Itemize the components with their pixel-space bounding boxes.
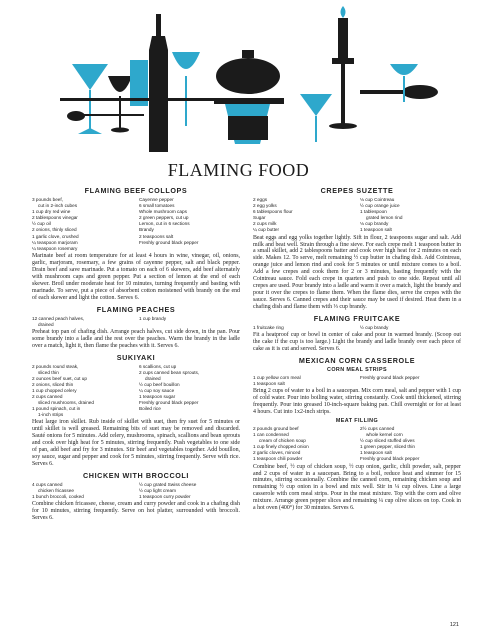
ingredient: ½ cup sliced stuffed olives (360, 438, 415, 444)
ingredient-list (32, 364, 240, 419)
ingredient: 1 teaspoon salt (360, 450, 392, 456)
ingredient-list (253, 197, 461, 234)
ingredient: 6 tablespoons flour (253, 209, 293, 215)
ingredient: 1 can condensed (253, 432, 289, 438)
ingredient: ½ cup light cream (139, 488, 176, 494)
ingredient: ½ cup grated Swiss cheese (139, 482, 197, 488)
ingredient: 1 green pepper, sliced thin (360, 444, 415, 450)
ingredient: Brandy (139, 227, 154, 233)
page-number: 121 (449, 622, 459, 628)
recipe-directions: Combine beef, ½ cup of chicken soup, ½ cup onion, garlic, chili powder, salt, pepper and 2 cups of water in a saucepan. Bring to a boil, reduce heat and simmer for 15 minutes, stirring occasionally. Combine the canned corn, remaining chicken soup and remaining ½ cup onion in a bowl and mix well. Stir in ¼ cup olives. Line a large casserole with corn meal strips. Pour in the meat mixture. Top with the corn and olive mixture. Arrange green pepper slices and remaining ¼ cup olive slices on top. Cook in a hot oven (400°) for 30 minutes. Serves 6. (253, 463, 461, 512)
ingredient-list (32, 316, 240, 328)
ingredient: 2 teaspoons salt (139, 233, 174, 239)
ingredient: 3 pounds beef, (32, 197, 64, 202)
ingredient: 1 teaspoon chili powder (253, 456, 303, 462)
ingredient: ¼ teaspoon marjoram (32, 239, 78, 245)
candlestick-icon (329, 6, 357, 129)
ingredient: 6 scallions, cut up (139, 363, 177, 369)
ingredient: sliced mushrooms, drained (38, 400, 95, 406)
ingredient: 1 teaspoon curry powder (139, 494, 191, 500)
ingredient: cream of chicken soup (259, 438, 306, 444)
recipe-title: MEXICAN CORN CASSEROLE (298, 356, 416, 365)
ingredient: ¼ cup soy sauce (139, 387, 175, 393)
ingredient: Freshly ground black pepper (139, 400, 199, 406)
ingredient (139, 246, 240, 252)
ingredient: 1 fruitcake ring (253, 325, 284, 331)
recipe-title: CHICKEN WITH BROCCOLI (82, 471, 190, 481)
ingredient: 1 tablespoon (360, 209, 387, 215)
ingredient: Lemon, cut in 6 sections (139, 221, 190, 227)
ingredient: cut in 2-inch cubes (38, 203, 78, 209)
recipe-directions: Marinate beef at room temperature for at least 4 hours in wine, vinegar, oil, onions, garlic, marjoram, rosemary, a few grains of cayenne pepper, salt and black pepper. Drain beef and save marinade. Put a tomato on each of 6 skewers, add beef alternately with mushroom caps and green pepper. Put a section of lemon at the end of each skewer. Broil under moderate heat for 10 minutes, turning frequently and basting with marinade. To serve, put a piece of absorbent cotton moistened with brandy on the end of each skewer and light the cotton. Serves 6. (32, 252, 240, 301)
ingredient: 2 pounds ground beef (253, 426, 299, 431)
ingredient: 2½ cups canned (360, 426, 395, 431)
ingredient: 1 cup yellow corn meal (253, 375, 301, 380)
ingredient: Freshly ground black pepper (360, 456, 420, 462)
skillet-icon (360, 85, 438, 99)
ingredient: ⅛ cup brandy (360, 221, 389, 227)
ingredient: 2 cups canned (32, 394, 63, 400)
chafing-dish-icon (214, 50, 284, 144)
ingredient-list (32, 197, 240, 252)
recipe-subtitle: CORN MEAL STRIPS (327, 367, 387, 373)
ingredient: ¼ teaspoon rosemary (32, 245, 78, 251)
recipe-directions: Combine chicken fricassee, cheese, cream and curry powder and cook in a chafing dish for 10 minutes, stirring frequently. Serve on hot platter, surrounded with broccoli. Serves 6. (32, 501, 240, 522)
tableware-illustration (20, 6, 460, 156)
ingredient: grated lemon rind (366, 215, 403, 221)
left-column (32, 183, 240, 524)
recipe-title: FLAMING FRUITCAKE (313, 314, 401, 324)
recipe-directions: Preheat top pan of chafing dish. Arrange peach halves, cut side down, in the pan. Pour some brandy into a ladle and the rest over the peaches. Warm the brandy in the ladle over a match, light it, then flame the peaches with it. Serves 6. (32, 328, 240, 349)
ingredient: 2 onions, sliced thin (32, 381, 74, 387)
ingredient: 2 onions, thinly sliced (32, 227, 77, 233)
recipe-title: SUKIYAKI (116, 352, 156, 362)
ingredient: 2 tablespoons vinegar (32, 215, 78, 221)
ingredient: ½ cup oil (32, 221, 51, 227)
ingredient: sliced thin (38, 369, 59, 375)
ingredient: 6 small tomatoes (139, 203, 175, 209)
ingredient: 1 pound spinach, cut in (32, 406, 81, 412)
ingredient-list (32, 482, 240, 500)
ingredient: drained (145, 375, 161, 381)
ingredient: 1 cup finely chopped onion (253, 444, 309, 450)
recipe-title: CREPES SUZETTE (320, 186, 394, 195)
recipe-directions: Heat large iron skillet. Rub inside of skillet with suet, then fry suet for 5 minutes or until skillet is well greased. Remaining bits of suet may be removed and discarded. Sauté onions for 5 minutes. Add celery, mushrooms, spinach, scallions and bean sprouts and cook over high heat for 5 minutes, stirring frequently. Push vegetables to one side of pan, add beef and fry for 3 minutes. Stir beef and vegetables together. Add bouillon, soy sauce, sugar and pepper and cook for 5 minutes, stirring frequently. Serve with rice. Serves 6. (32, 419, 240, 468)
ingredient: 12 canned peach halves, (32, 315, 85, 321)
recipe-directions: Beat eggs and egg yolks together lightly. Sift in flour, 2 teaspoons sugar and salt. Add milk and beat well. Strain through a fine sieve. For each crepe melt 1 teaspoon butter in a small skillet, add 2 tablespoons batter and cook over high heat for 2 minutes on each side. Makes 12. To serve, melt remaining ½ cup butter in chafing dish. Add Cointreau, orange juice and lemon rind and cook for 5 minutes or until mixture comes to a boil. Add a few crepes and cook them for 2 or 3 minutes, basting frequently with the Cointreau sauce. Fold each crepe in quarters and push to one side. Repeat until all crepes are used. Pour brandy into a ladle and warm it over a match, light the brandy and pour it over the crepes to flame them. When the flame dies, serve the crepes with the sauce. Serves 6. Canned crepes and their sauce may be used if desired. Heat them in a chafing dish and flame them with ⅓ cup brandy. (253, 234, 461, 311)
ingredient: 4 cups canned (32, 482, 63, 488)
ingredient: Sugar (253, 215, 266, 221)
recipe-directions: Bring 2 cups of water to a boil in a saucepan. Mix corn meal, salt and pepper with 1 cup of cold water. Pour into boiling water, stirring constantly. Cook until thickened, stirring frequently. Pour into greased 10-inch-square baking pan. Chill overnight or for at least 4 hours. Cut into 1x2-inch strips. (253, 388, 461, 416)
ingredient: Boiled rice (139, 406, 161, 412)
ingredient: drained (38, 321, 54, 327)
ingredient (139, 322, 240, 328)
ingredient: 1 cup dry red wine (32, 209, 71, 215)
ingredient: 2 cups canned bean sprouts, (139, 369, 200, 375)
ingredient: ½ cup brandy (360, 325, 389, 331)
ingredient-list (253, 375, 461, 387)
ingredient: 1 teaspoon salt (360, 227, 392, 233)
ingredient: 2 cups milk (253, 221, 277, 227)
ingredient-list (253, 325, 461, 331)
ingredient: 2 ounces beef suet, cut up (32, 375, 87, 381)
ingredient: 2 garlic cloves, minced (253, 450, 301, 456)
ingredient: ½ cup beef bouillon (139, 381, 180, 387)
ingredient-list (253, 426, 461, 463)
ingredient: 2 egg yolks (253, 203, 277, 209)
ingredient: 1 teaspoon salt (253, 381, 285, 387)
ingredient: ¼ cup butter (253, 227, 280, 233)
ingredient (360, 381, 461, 387)
ingredient: Cayenne pepper (139, 197, 174, 202)
ingredient: Freshly ground black pepper (139, 239, 199, 245)
ingredient: ½ cup orange juice (360, 203, 400, 209)
ingredient: 1 teaspoon sugar (139, 394, 176, 400)
ingredient: 2 green peppers, cut up (139, 215, 189, 221)
ingredient: Freshly ground black pepper (360, 375, 420, 380)
recipe-title: FLAMING PEACHES (96, 304, 176, 314)
bottle-icon (149, 14, 168, 152)
ingredient: chicken fricassee (38, 488, 74, 494)
ingredient: 1 bunch broccoli, cooked (32, 494, 84, 500)
ingredient: 2 eggs (253, 197, 268, 202)
recipe-subtitle: MEAT FILLING (335, 418, 379, 424)
right-column (253, 183, 461, 514)
page-title: FLAMING FOOD (167, 160, 310, 180)
recipe-title: FLAMING BEEF COLLOPS (84, 186, 188, 195)
ingredient: 1 cup brandy (139, 315, 167, 321)
recipe-directions: Fit a heatproof cup or bowl in center of cake and pour in warmed brandy. (Scoop out the cake if the cup is too large.) Light the brandy and ladle brandy over each piece of cake as it is cut and served. Serves 6. (253, 332, 461, 353)
ingredient: 2 pounds round steak, (32, 363, 79, 369)
ingredient: whole kernel corn (366, 432, 403, 438)
ingredient: 1 cup chopped celery (32, 387, 77, 393)
goblet-icon (108, 76, 132, 133)
ingredient: Whole mushroom caps (139, 209, 187, 215)
ingredient: 1 garlic clove, crushed (32, 233, 79, 239)
ingredient: 1-inch strips (38, 412, 64, 418)
ingredient: ⅛ cup Cointreau (360, 197, 395, 202)
ingredient (139, 412, 240, 418)
